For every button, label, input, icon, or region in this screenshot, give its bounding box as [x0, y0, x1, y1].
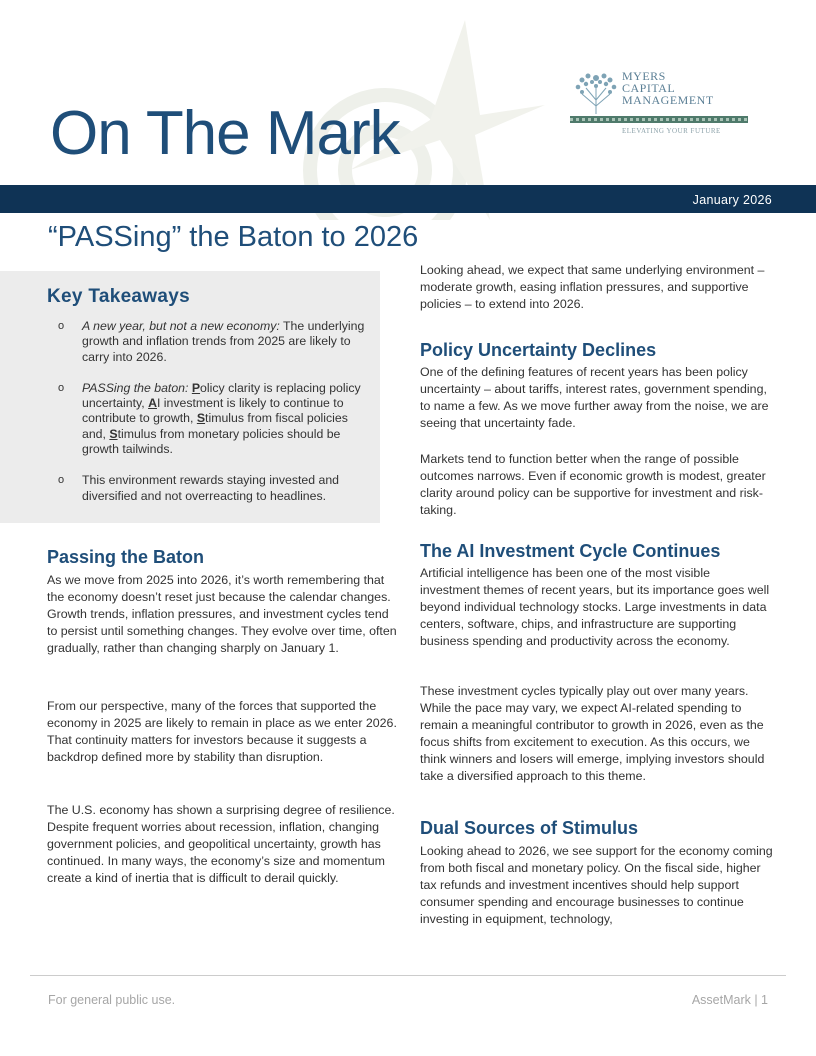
policy-paragraph-1: One of the defining features of recent years has been policy uncertainty – about tariffs, interest rates, government spending, to name a few. As we move further away from the noise, we are seeing that uncertainty fade.	[420, 365, 769, 430]
stimulus-paragraph: Looking ahead to 2026, we see support for the economy coming from both fiscal and monetary policy. On the fiscal side, higher tax refunds and investment incentives should help support consumer spending and encourage businesses to continue investing in equipment, technology,	[420, 844, 773, 926]
tree-icon	[568, 66, 624, 116]
takeaway-1-text: The underlying growth and inflation trends from 2025 are likely to carry into 2026.	[82, 319, 365, 364]
logo-line-2: CAPITAL	[622, 81, 676, 95]
acronym-s1: S	[196, 411, 206, 426]
takeaway-item-3	[0, 473, 380, 504]
footer-divider	[30, 975, 786, 976]
takeaway-item-2	[0, 381, 380, 457]
heading-policy-uncertainty: Policy Uncertainty Declines	[420, 340, 657, 360]
left-paragraph-2: From our perspective, many of the forces that supported the economy in 2025 are likely to remain in place as we enter 2026. That continuity matters for investors because it suggests a backdrop defined more by stability than disruption.	[47, 699, 397, 764]
logo-line-3: MANAGEMENT	[622, 93, 714, 107]
ai-paragraph-1: Artificial intelligence has been one of the most visible investment themes of recent years, but its importance goes well beyond individual technology stocks. Large investments in data centers, software, chips, and infrastructure are supporting business spending and productivity across the economy.	[420, 566, 770, 648]
takeaway-1-lead: A new year, but not a new economy:	[82, 319, 280, 333]
footer-page-number: AssetMark | 1	[691, 993, 768, 1007]
takeaway-3-text: This environment rewards staying invested and diversified and not overreacting to headlines.	[82, 473, 339, 503]
logo-tagline: ELEVATING YOUR FUTURE	[622, 127, 721, 135]
bullet-icon: o	[58, 381, 65, 394]
logo-line-1: MYERS	[622, 69, 666, 83]
bullet-icon: o	[58, 320, 65, 332]
left-paragraph-3: The U.S. economy has shown a surprising degree of resilience. Despite frequent worries about recession, inflation, changing government policies, and geopolitical uncertainty, growth has continued. In many ways, the economy’s size and momentum create a kind of inertia that is difficult to derail quickly.	[47, 803, 395, 885]
heading-ai-investment: The AI Investment Cycle Continues	[420, 541, 721, 561]
acronym-a: A	[148, 396, 157, 411]
right-paragraph-intro: Looking ahead, we expect that same underlying environment – moderate growth, easing inflation pressures, and supportive policies – to extend into 2026.	[420, 263, 765, 311]
acronym-s2: S	[109, 426, 118, 441]
key-takeaways-panel	[0, 271, 380, 523]
date-banner	[0, 185, 816, 213]
masthead-title: On The Mark	[50, 99, 400, 168]
takeaway-2-text-3: timulus from fiscal policies and,	[82, 411, 348, 441]
left-paragraph-1: As we move from 2025 into 2026, it’s worth remembering that the economy doesn’t reset just because the calendar changes. Growth trends, inflation pressures, and investment cycles tend to persist until something changes. They evolve over time, often gradually, rather than changing sharply on January 1.	[47, 573, 397, 655]
bullet-icon: o	[58, 474, 65, 487]
key-takeaways-list	[0, 319, 380, 520]
takeaway-2-text-2: I investment is likely to continue to contribute to growth,	[82, 396, 344, 426]
footer-disclaimer: For general public use.	[48, 993, 176, 1007]
issue-date: January 2026	[692, 193, 772, 207]
key-takeaways-title: Key Takeaways	[47, 286, 190, 307]
logo-bar-pattern	[570, 118, 748, 121]
takeaway-2-text-1: olicy clarity is replacing policy uncertainty,	[82, 380, 361, 411]
takeaway-2-text-4: timulus from monetary policies should be growth tailwinds.	[82, 426, 341, 457]
article-headline: “PASSing” the Baton to 2026	[48, 221, 419, 253]
acronym-p: P	[191, 380, 201, 395]
ai-paragraph-2: These investment cycles typically play out over many years. While the pace may vary, we expect AI-related spending to remain a meaningful contributor to growth in 2026, even as the focus shifts from excitement to execution. As this occurs, we think winners and losers will emerge, implying investors should take a diversified approach to this theme.	[420, 684, 765, 783]
policy-paragraph-2: Markets tend to function better when the range of possible outcomes narrows. Even if economic growth is modest, greater clarity around policy can be supportive for investment and risk-taking.	[420, 452, 766, 517]
myers-capital-logo	[568, 64, 768, 140]
heading-dual-stimulus: Dual Sources of Stimulus	[420, 818, 639, 838]
logo-wordmark	[622, 70, 714, 106]
heading-passing-the-baton: Passing the Baton	[47, 547, 205, 567]
takeaway-2-lead: PASSing the baton:	[82, 380, 189, 395]
takeaway-item-1	[0, 319, 380, 365]
